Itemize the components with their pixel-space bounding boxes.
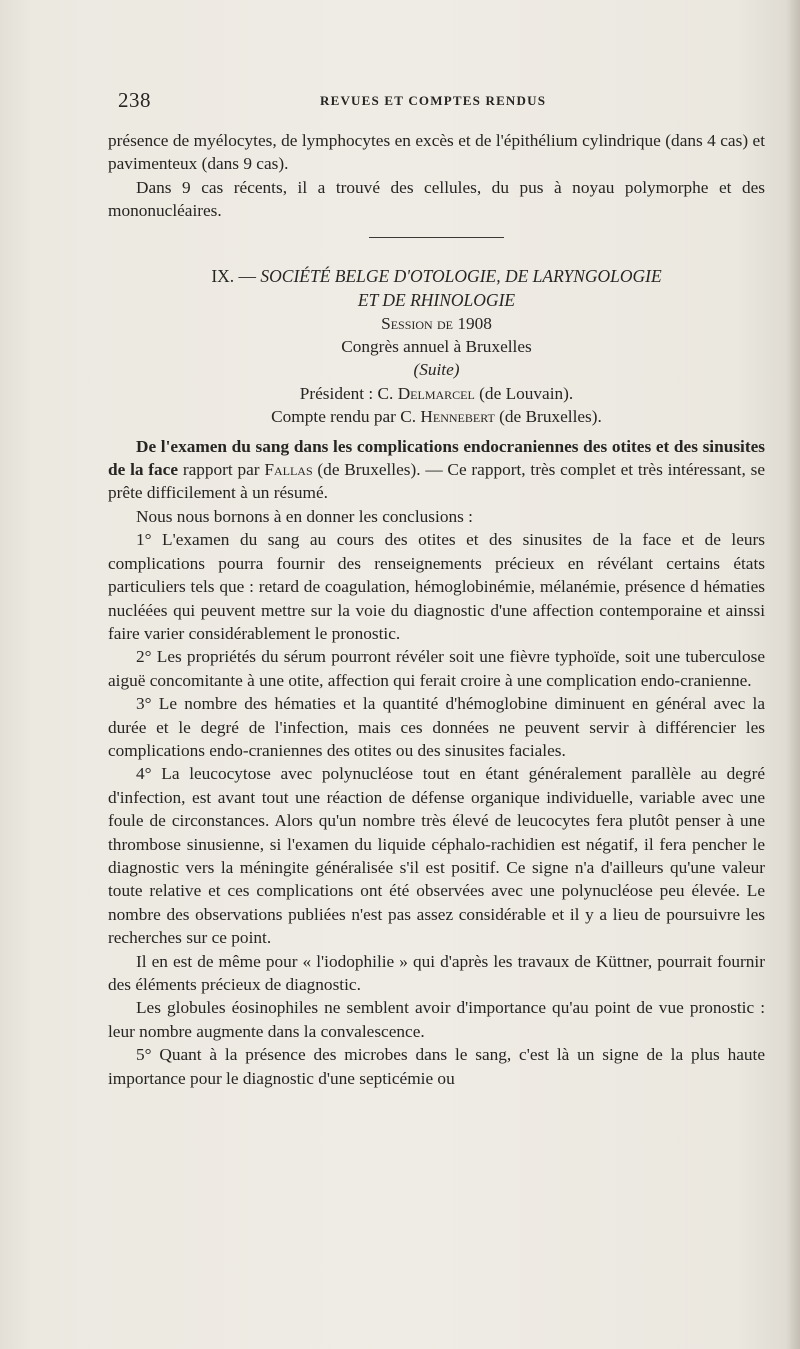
article-title: De l'examen du sang dans les complications endocraniennes des otites et des sinusites de la face [108, 436, 765, 480]
intro-paragraph-2: Dans 9 cas récents, il a trouvé des cellules, du pus à noyau polymorphe et des mononucléaires. [108, 177, 765, 221]
page-body [108, 129, 765, 1090]
conclusion-1: 1° L'examen du sang au cours des otites et des sinusites de la face et de leurs complications pourra fournir des renseignements précieux en révélant certains états particuliers tels que : retard de coagulation, hémoglobinémie, mélanémie, présence d hématies nucléées qui peuvent mettre sur la voie du diagnostic d'une affection contemporaine et ainssi faire varier considérablement le pronostic. [108, 530, 765, 643]
section-title-line-1: SOCIÉTÉ BELGE D'OTOLOGIE, DE LARYNGOLOGIE [260, 265, 662, 286]
section-heading [108, 264, 765, 312]
suite-line: (Suite) [413, 360, 460, 380]
president-line: Président : C. Delmarcel (de Louvain). [299, 383, 574, 403]
eosinophiles-paragraph: Les globules éosinophiles ne semblent avoir d'importance qu'au point de vue pronostic : leur nombre augmente dans la convalescence. [108, 998, 765, 1041]
article-author: Fallas [264, 460, 313, 480]
section-title-line-2: ET DE RHINOLOGIE [357, 289, 516, 310]
conclusion-5: 5° Quant à la présence des microbes dans le sang, c'est là un signe de la plus haute importance pour le diagnostic d'une septicémie ou [108, 1045, 765, 1088]
conclusion-3: 3° Le nombre des hématies et la quantité d'hémoglobine diminuent en général avec la durée et le degré de l'infection, mais ces données ne peuvent servir à différencier les complications endo-craniennes des otites ou des sinusites faciales. [108, 694, 765, 760]
conclusion-4: 4° La leucocytose avec polynucléose tout en étant généralement parallèle au degré d'infection, est avant tout une réaction de défense organique individuelle, variable avec une foule de circonstances. Alors qu'un nombre très élevé de leucocytes fera plutôt penser à une thrombose sinusienne, si l'examen du liquide céphalo-rachidien est négatif, il fera pencher le diagnostic vers la méningite généralisée s'il est positif. Ce signe n'a d'ailleurs qu'une valeur toute relative et ces complications ont été observées avec une polynucléose peu élevée. Le nombre des observations publiées n'est pas assez considérable et il y a lieu de poursuivre les recherches sur ce point. [108, 764, 765, 948]
session-line: Session de 1908 [381, 313, 492, 333]
section-number: IX. — [211, 265, 261, 286]
section-divider [369, 237, 504, 238]
intro-paragraph-1: présence de myélocytes, de lymphocytes en excès et de l'épithélium cylindrique (dans 4 cas) et pavimenteux (dans 9 cas). [108, 131, 765, 174]
page-header [118, 88, 768, 114]
congress-line: Congrès annuel à Bruxelles [341, 337, 532, 357]
article-opening: De l'examen du sang dans les complications endocraniennes des otites et des sinusites de la face rapport par Fallas (de Bruxelles). — Ce rapport, très complet et très intéressant, se prête difficilement à un résumé. [108, 436, 765, 503]
report-line: Compte rendu par C. Hennebert (de Bruxelles). [271, 407, 602, 427]
conclusions-intro: Nous nous bornons à en donner les conclusions : [136, 506, 473, 526]
page-number: 238 [118, 88, 151, 112]
conclusion-2: 2° Les propriétés du sérum pourront révéler soit une fièvre typhoïde, soit une tuberculose aiguë concomitante à une otite, affection qui ferait croire à une complication endo-cranienne. [108, 647, 765, 690]
running-title: REVUES ET COMPTES RENDUS [320, 93, 547, 108]
iodophilie-paragraph: Il en est de même pour « l'iodophilie » qui d'après les travaux de Küttner, pourrait fournir des éléments précieux de diagnostic. [108, 951, 765, 994]
